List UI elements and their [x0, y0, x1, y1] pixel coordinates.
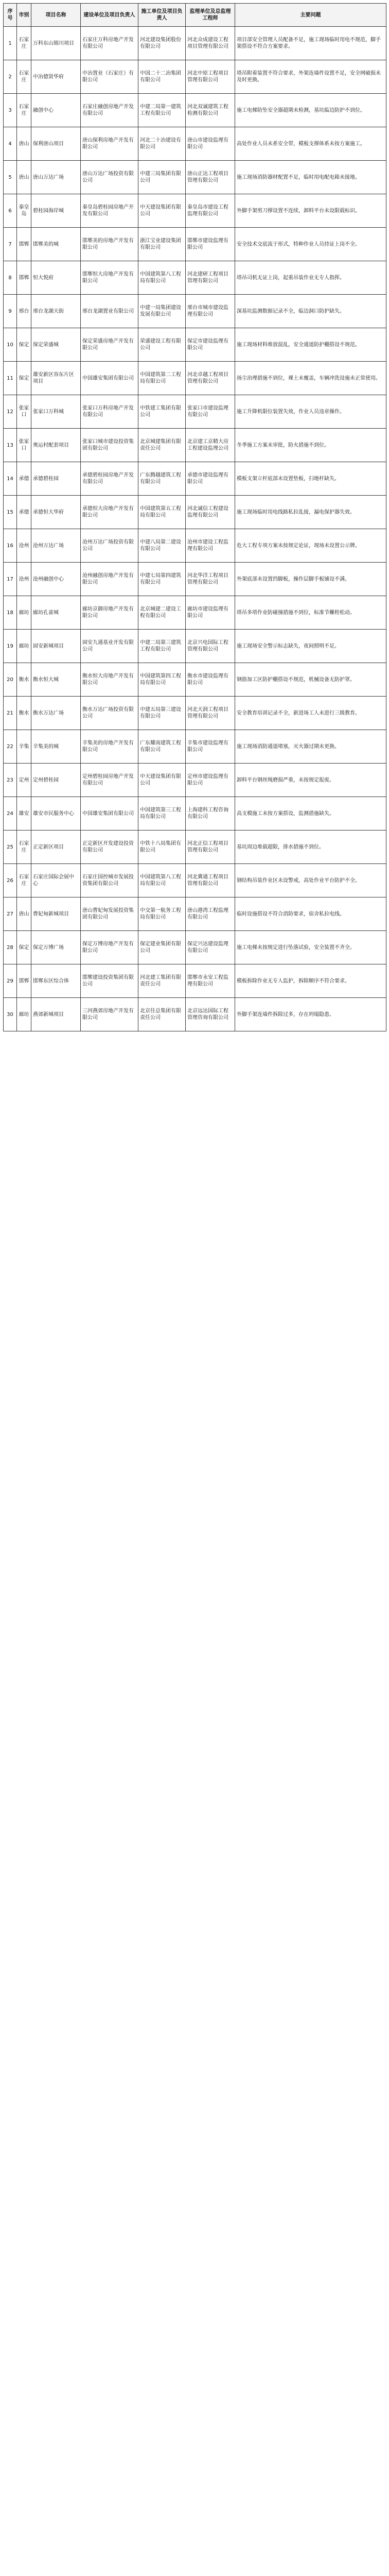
cell-supervisor: 衡水市建设监理有限公司: [186, 663, 235, 697]
cell-city: 石家庄: [17, 27, 31, 60]
cell-builder: 中冶置业（石家庄）有限公司: [81, 60, 138, 94]
cell-index: 5: [4, 161, 17, 194]
inspection-table-sheet: [3, 3, 386, 1031]
cell-builder: 辛集美的房地产开发有限公司: [81, 730, 138, 764]
cell-project: 奥运村配套项目: [31, 429, 81, 462]
table-row: [4, 630, 386, 663]
cell-supervisor: 定州市建设监理有限公司: [186, 764, 235, 797]
cell-city: 石家庄: [17, 60, 31, 94]
table-row: [4, 261, 386, 295]
cell-index: 20: [4, 663, 17, 697]
cell-issues: 安全教育培训记录不全，新进场工人未进行三级教育。: [235, 697, 386, 730]
cell-project: 邯郸东区综合体: [31, 964, 81, 998]
cell-supervisor: 河北天润工程项目管理有限公司: [186, 697, 235, 730]
table-row: [4, 161, 386, 194]
cell-project: 雄安新区容东片区项目: [31, 362, 81, 395]
cell-contractor: 北京城建二建设工程有限公司: [138, 596, 186, 630]
cell-index: 7: [4, 228, 17, 261]
cell-city: 石家庄: [17, 831, 31, 864]
cell-builder: 邯郸建设投资集团有限公司: [81, 964, 138, 998]
cell-index: 15: [4, 496, 17, 529]
cell-builder: 沧州万达广场投资有限公司: [81, 529, 138, 563]
cell-supervisor: 河北华洋工程项目管理有限公司: [186, 563, 235, 596]
cell-contractor: 广东耀南建筑工程有限公司: [138, 730, 186, 764]
table-row: [4, 295, 386, 328]
cell-contractor: 中建八局第二建设有限公司: [138, 529, 186, 563]
cell-builder: 承德恒大房地产开发有限公司: [81, 496, 138, 529]
cell-index: 13: [4, 429, 17, 462]
cell-index: 25: [4, 831, 17, 864]
table-row: [4, 496, 386, 529]
cell-supervisor: 保定兴达建设监理有限公司: [186, 931, 235, 964]
cell-issues: 施工电梯未按规定进行坠落试验，安全装置不齐全。: [235, 931, 386, 964]
cell-issues: 深基坑监测数据记录不全，临边洞口防护缺失。: [235, 295, 386, 328]
cell-city: 唐山: [17, 161, 31, 194]
cell-builder: 固安九通基业开发有限公司: [81, 630, 138, 663]
cell-supervisor: 河北诚信工程建设监理有限公司: [186, 496, 235, 529]
cell-builder: 张家口城市建设投资集团有限公司: [81, 429, 138, 462]
cell-project: 衡水万达广场: [31, 697, 81, 730]
cell-city: 保定: [17, 931, 31, 964]
cell-city: 石家庄: [17, 94, 31, 127]
cell-project: 唐山万达广场: [31, 161, 81, 194]
cell-contractor: 中国建筑第五工程局有限公司: [138, 496, 186, 529]
cell-builder: 保定荣盛房地产开发有限公司: [81, 328, 138, 362]
cell-issues: 钢筋加工区防护棚搭设不规范，机械设备无防护罩。: [235, 663, 386, 697]
cell-project: 恒大悦府: [31, 261, 81, 295]
cell-supervisor: 北京建工京精大房工程建设监理公司: [186, 429, 235, 462]
table-row: [4, 764, 386, 797]
cell-supervisor: 唐山正达工程项目管理有限公司: [186, 161, 235, 194]
cell-contractor: 保定建业集团有限公司: [138, 931, 186, 964]
cell-project: 张家口万科城: [31, 395, 81, 429]
cell-contractor: 中建二局第一建筑工程有限公司: [138, 94, 186, 127]
cell-supervisor: 邯郸市建设监理有限公司: [186, 228, 235, 261]
cell-supervisor: 河北众成建设工程项目管理有限公司: [186, 27, 235, 60]
cell-issues: 高处作业人员未系安全带，模板支撑体系未按方案施工。: [235, 127, 386, 161]
header-project: 项目名称: [31, 4, 81, 27]
table-row: [4, 663, 386, 697]
cell-city: 承德: [17, 496, 31, 529]
cell-supervisor: 承德市建设监理有限公司: [186, 462, 235, 496]
cell-contractor: 中建二局第三建筑工程有限公司: [138, 630, 186, 663]
table-row: [4, 529, 386, 563]
cell-contractor: 中国二十二冶集团有限公司: [138, 60, 186, 94]
cell-project: 沧州融创中心: [31, 563, 81, 596]
cell-index: 6: [4, 194, 17, 228]
cell-index: 18: [4, 596, 17, 630]
cell-contractor: 中国建筑第二工程局有限公司: [138, 362, 186, 395]
cell-project: 万科东山锦川项目: [31, 27, 81, 60]
cell-builder: 石家庄国控城市发展投资集团有限公司: [81, 864, 138, 897]
table-row: [4, 596, 386, 630]
cell-contractor: 中天建设集团有限公司: [138, 764, 186, 797]
cell-city: 定州: [17, 764, 31, 797]
cell-city: 张家口: [17, 395, 31, 429]
cell-city: 邯郸: [17, 228, 31, 261]
cell-supervisor: 张家口市建设监理有限公司: [186, 395, 235, 429]
cell-supervisor: 河北正信工程项目管理有限公司: [186, 831, 235, 864]
inspection-table: [3, 3, 386, 1031]
cell-project: 承德碧桂园: [31, 462, 81, 496]
cell-supervisor: 邢台市城市建设监理有限公司: [186, 295, 235, 328]
cell-issues: 模板支架立杆底部未设置垫板，扫地杆缺失。: [235, 462, 386, 496]
cell-contractor: 中国建筑第三工程局有限公司: [138, 797, 186, 831]
table-row: [4, 998, 386, 1031]
table-row: [4, 831, 386, 864]
cell-city: 保定: [17, 328, 31, 362]
table-row: [4, 563, 386, 596]
cell-index: 19: [4, 630, 17, 663]
cell-index: 3: [4, 94, 17, 127]
cell-contractor: 中国建筑第四工程局有限公司: [138, 663, 186, 697]
cell-city: 廊坊: [17, 998, 31, 1031]
cell-city: 邯郸: [17, 964, 31, 998]
table-row: [4, 27, 386, 60]
table-row: [4, 362, 386, 395]
header-city: 市别: [17, 4, 31, 27]
cell-city: 承德: [17, 462, 31, 496]
cell-issues: 施工电梯防坠安全器超期未检测，基坑临边防护不到位。: [235, 94, 386, 127]
cell-supervisor: 河北冀通工程项目管理有限公司: [186, 864, 235, 897]
table-row: [4, 462, 386, 496]
cell-builder: 石家庄万科房地产开发有限公司: [81, 27, 138, 60]
cell-issues: 扬尘治理措施不到位，裸土未覆盖，车辆冲洗设施未正常使用。: [235, 362, 386, 395]
cell-index: 24: [4, 797, 17, 831]
cell-builder: 三河燕郊房地产开发有限公司: [81, 998, 138, 1031]
cell-project: 保定万博广场: [31, 931, 81, 964]
cell-builder: 沧州融创房地产开发有限公司: [81, 563, 138, 596]
cell-project: 沧州万达广场: [31, 529, 81, 563]
header-builder: 建设单位及项目负责人: [81, 4, 138, 27]
cell-city: 唐山: [17, 127, 31, 161]
cell-supervisor: 廊坊市建设监理有限公司: [186, 596, 235, 630]
cell-contractor: 中交第一航务工程局有限公司: [138, 897, 186, 931]
cell-contractor: 河北二十冶建设有限公司: [138, 127, 186, 161]
cell-project: 融创中心: [31, 94, 81, 127]
cell-index: 4: [4, 127, 17, 161]
cell-contractor: 河北建工集团有限责任公司: [138, 964, 186, 998]
table-row: [4, 964, 386, 998]
cell-index: 21: [4, 697, 17, 730]
cell-project: 承德恒大华府: [31, 496, 81, 529]
cell-issues: 施工现场材料堆放混乱，安全通道防护棚搭设不规范。: [235, 328, 386, 362]
cell-issues: 模板拆除作业无专人监护，拆除顺序不符合要求。: [235, 964, 386, 998]
cell-builder: 衡水恒大房地产开发有限公司: [81, 663, 138, 697]
cell-city: 秦皇岛: [17, 194, 31, 228]
table-row: [4, 94, 386, 127]
cell-builder: 中国雄安集团有限公司: [81, 362, 138, 395]
cell-contractor: 中建七局第四建筑有限公司: [138, 563, 186, 596]
cell-project: 燕郊新城项目: [31, 998, 81, 1031]
cell-city: 廊坊: [17, 596, 31, 630]
cell-contractor: 中铁建工集团有限公司: [138, 395, 186, 429]
table-row: [4, 429, 386, 462]
cell-project: 固安新城项目: [31, 630, 81, 663]
cell-project: 石家庄国际会展中心: [31, 864, 81, 897]
cell-contractor: 北京城建集团有限责任公司: [138, 429, 186, 462]
table-row: [4, 328, 386, 362]
cell-city: 廊坊: [17, 630, 31, 663]
cell-city: 唐山: [17, 897, 31, 931]
cell-contractor: 中天建设集团有限公司: [138, 194, 186, 228]
cell-issues: 塔吊司机无证上岗，起重吊装作业无专人指挥。: [235, 261, 386, 295]
cell-project: 定州碧桂园: [31, 764, 81, 797]
cell-index: 26: [4, 864, 17, 897]
cell-supervisor: 上海建科工程咨询有限公司: [186, 797, 235, 831]
cell-builder: 邯郸美的房地产开发有限公司: [81, 228, 138, 261]
cell-supervisor: 北京远达国际工程管理咨询有限公司: [186, 998, 235, 1031]
cell-issues: 外架底部未设置挡脚板，操作层脚手板铺设不满。: [235, 563, 386, 596]
table-row: [4, 797, 386, 831]
cell-index: 28: [4, 931, 17, 964]
cell-issues: 高支模施工未按方案搭设，监测措施缺失。: [235, 797, 386, 831]
cell-index: 29: [4, 964, 17, 998]
cell-issues: 钢结构吊装作业区未设警戒，高处作业平台防护不全。: [235, 864, 386, 897]
cell-project: 保定荣盛城: [31, 328, 81, 362]
cell-index: 16: [4, 529, 17, 563]
cell-city: 张家口: [17, 429, 31, 462]
table-row: [4, 60, 386, 94]
table-row: [4, 127, 386, 161]
cell-supervisor: 河北中原工程项目管理有限公司: [186, 60, 235, 94]
cell-project: 邢台龙湖天街: [31, 295, 81, 328]
cell-issues: 冬季施工方案未审批，防火措施不到位。: [235, 429, 386, 462]
cell-project: 衡水恒大城: [31, 663, 81, 697]
cell-index: 30: [4, 998, 17, 1031]
cell-supervisor: 河北卓越工程项目管理有限公司: [186, 362, 235, 395]
cell-index: 14: [4, 462, 17, 496]
cell-builder: 衡水万达广场投资有限公司: [81, 697, 138, 730]
cell-supervisor: 秦皇岛市建设工程监理有限公司: [186, 194, 235, 228]
cell-contractor: 中建五局第三建设有限公司: [138, 697, 186, 730]
cell-issues: 塔吊附着装置不符合要求，外架连墙件设置不足，安全网破损未及时更换。: [235, 60, 386, 94]
cell-builder: 石家庄融创房地产开发有限公司: [81, 94, 138, 127]
cell-supervisor: 北京兴电国际工程管理有限公司: [186, 630, 235, 663]
cell-contractor: 河北建设集团股份有限公司: [138, 27, 186, 60]
cell-project: 中冶德贤华府: [31, 60, 81, 94]
cell-project: 保利唐山项目: [31, 127, 81, 161]
cell-builder: 邢台龙湖置业有限公司: [81, 295, 138, 328]
cell-supervisor: 沧州市建设工程监理有限公司: [186, 529, 235, 563]
cell-contractor: 北京住总集团有限责任公司: [138, 998, 186, 1031]
cell-issues: 施工现场消防器材配置不足，临时用电配电箱未接地。: [235, 161, 386, 194]
cell-project: 廊坊孔雀城: [31, 596, 81, 630]
cell-index: 11: [4, 362, 17, 395]
table-row: [4, 864, 386, 897]
cell-city: 沧州: [17, 529, 31, 563]
cell-issues: 临时设施搭设不符合消防要求，宿舍私拉电线。: [235, 897, 386, 931]
table-row: [4, 395, 386, 429]
cell-builder: 张家口万科房地产开发有限公司: [81, 395, 138, 429]
cell-index: 8: [4, 261, 17, 295]
cell-project: 辛集美的城: [31, 730, 81, 764]
cell-issues: 外脚手架剪刀撑设置不连续，卸料平台未设限载标识。: [235, 194, 386, 228]
table-row: [4, 194, 386, 228]
cell-city: 邯郸: [17, 261, 31, 295]
cell-supervisor: 唐山市建设监理有限公司: [186, 127, 235, 161]
cell-city: 雄安: [17, 797, 31, 831]
cell-issues: 施工升降机限位装置失效，作业人员违章操作。: [235, 395, 386, 429]
cell-project: 曹妃甸新城项目: [31, 897, 81, 931]
cell-index: 12: [4, 395, 17, 429]
header-issues: 主要问题: [235, 4, 386, 27]
cell-issues: 塔吊多塔作业防碰撞措施不到位，标准节螺栓松动。: [235, 596, 386, 630]
cell-issues: 项目部安全管理人员配备不足，施工现场临时用电不规范，脚手架搭设不符合方案要求。: [235, 27, 386, 60]
cell-builder: 唐山万达广场投资有限公司: [81, 161, 138, 194]
cell-city: 保定: [17, 362, 31, 395]
header-contractor: 施工单位及项目负责人: [138, 4, 186, 27]
table-row: [4, 228, 386, 261]
cell-issues: 施工现场临时用电线路私拉乱接，漏电保护器失效。: [235, 496, 386, 529]
cell-project: 邯郸美的城: [31, 228, 81, 261]
cell-issues: 外脚手架连墙件拆除过多，存在坍塌隐患。: [235, 998, 386, 1031]
cell-contractor: 中国建筑第八工程局有限公司: [138, 864, 186, 897]
cell-supervisor: 河北双诚建筑工程检测有限公司: [186, 94, 235, 127]
cell-index: 2: [4, 60, 17, 94]
cell-project: 正定新区项目: [31, 831, 81, 864]
cell-builder: 保定万博房地产开发有限公司: [81, 931, 138, 964]
cell-contractor: 中国建筑第八工程局有限公司: [138, 261, 186, 295]
cell-city: 石家庄: [17, 864, 31, 897]
cell-supervisor: 保定市建设监理有限公司: [186, 328, 235, 362]
cell-builder: 唐山曹妃甸发展投资集团有限公司: [81, 897, 138, 931]
cell-builder: 承德碧桂园房地产开发有限公司: [81, 462, 138, 496]
table-header-row: [4, 4, 386, 27]
cell-supervisor: 河北建研工程项目管理有限公司: [186, 261, 235, 295]
cell-contractor: 中铁十八局集团有限公司: [138, 831, 186, 864]
cell-contractor: 广东腾越建筑工程有限公司: [138, 462, 186, 496]
cell-issues: 安全技术交底流于形式，特种作业人员持证上岗不全。: [235, 228, 386, 261]
table-row: [4, 697, 386, 730]
cell-issues: 施工现场消防通道堵塞，灭火器过期未更换。: [235, 730, 386, 764]
table-row: [4, 897, 386, 931]
cell-builder: 唐山保利房地产开发有限公司: [81, 127, 138, 161]
table-row: [4, 730, 386, 764]
cell-contractor: 荣盛建设工程有限公司: [138, 328, 186, 362]
cell-city: 衡水: [17, 697, 31, 730]
cell-builder: 定州碧桂园房地产开发有限公司: [81, 764, 138, 797]
cell-city: 邢台: [17, 295, 31, 328]
cell-index: 1: [4, 27, 17, 60]
cell-index: 22: [4, 730, 17, 764]
cell-supervisor: 辛集市建设监理有限公司: [186, 730, 235, 764]
cell-builder: 正定新区开发建设投资有限公司: [81, 831, 138, 864]
cell-supervisor: 唐山港湾工程监理有限公司: [186, 897, 235, 931]
cell-builder: 廊坊京御房地产开发有限公司: [81, 596, 138, 630]
cell-issues: 危大工程专项方案未按规定论证，现场未设置公示牌。: [235, 529, 386, 563]
cell-builder: 秦皇岛碧桂园房地产开发有限公司: [81, 194, 138, 228]
cell-index: 10: [4, 328, 17, 362]
cell-builder: 邯郸恒大房地产开发有限公司: [81, 261, 138, 295]
header-supervisor: 监理单位及总监理工程师: [186, 4, 235, 27]
cell-city: 辛集: [17, 730, 31, 764]
cell-contractor: 中建一局集团建设发展有限公司: [138, 295, 186, 328]
cell-contractor: 中建三局集团有限公司: [138, 161, 186, 194]
cell-index: 23: [4, 764, 17, 797]
cell-project: 碧桂园海岸城: [31, 194, 81, 228]
cell-contractor: 浙江宝业建设集团有限公司: [138, 228, 186, 261]
table-row: [4, 931, 386, 964]
cell-builder: 中国雄安集团有限公司: [81, 797, 138, 831]
header-index: 序号: [4, 4, 17, 27]
cell-city: 衡水: [17, 663, 31, 697]
cell-index: 9: [4, 295, 17, 328]
cell-issues: 卸料平台钢丝绳磨损严重，未按规定报废。: [235, 764, 386, 797]
cell-supervisor: 邯郸市永安工程监理有限公司: [186, 964, 235, 998]
cell-issues: 施工现场安全警示标志缺失，夜间照明不足。: [235, 630, 386, 663]
cell-project: 雄安市民服务中心: [31, 797, 81, 831]
cell-index: 17: [4, 563, 17, 596]
cell-city: 沧州: [17, 563, 31, 596]
cell-issues: 基坑周边堆载超限，排水措施不到位。: [235, 831, 386, 864]
cell-index: 27: [4, 897, 17, 931]
